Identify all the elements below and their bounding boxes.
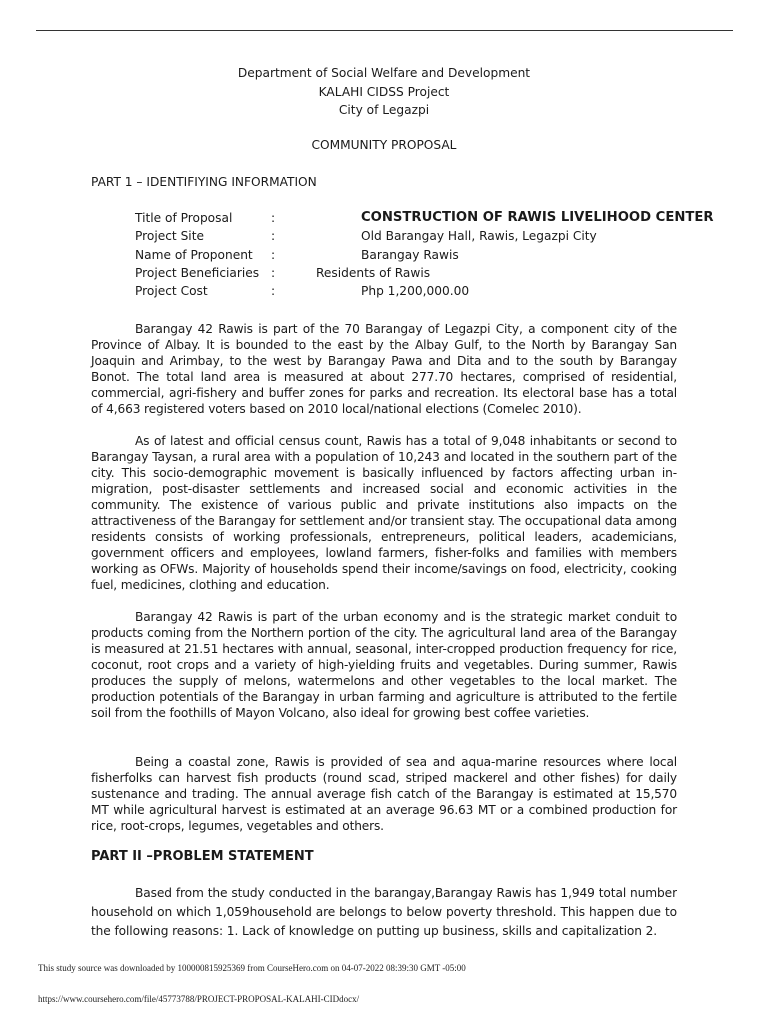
info-label: Project Cost [135,284,208,299]
info-separator: : [271,211,276,225]
paragraph-problem: Based from the study conducted in the barangay,Barangay Rawis has 1,949 total number household on which 1,059household are belongs to below poverty threshold. This happen due to the following reasons: 1. Lack of knowledge on putting up business, skills and capitalization 2. [91,886,677,938]
source-url[interactable]: https://www.coursehero.com/file/45773788/PROJECT-PROPOSAL-KALAHI-CIDdocx/ [38,994,360,1004]
download-note: This study source was downloaded by 100000815925369 from CourseHero.com on 04-07-2022 08:39:30 GMT -05:00 [38,963,466,973]
project-name: KALAHI CIDSS Project [318,84,450,99]
info-separator: : [271,247,276,262]
info-label: Project Beneficiaries [135,265,260,280]
info-label: Project Site [135,229,204,244]
top-rule [36,30,733,31]
info-value: CONSTRUCTION OF RAWIS LIVELIHOOD CENTER [361,210,714,225]
info-label: Title of Proposal [135,211,233,225]
paragraph-coastal: Being a coastal zone, Rawis is provided of sea and aqua-marine resources where local fisherfolks can harvest fish products (round scad, striped mackerel and other fishes) for daily sustenance and trading. The annual average fish catch of the Barangay is estimated at 15,570 MT while agricultural harvest is estimated at an average 96.63 MT or a combined production for rice, root-crops, legumes, vegetables and others. [91,755,677,833]
city-name: City of Legazpi [338,103,430,117]
info-separator: : [271,284,276,299]
paragraph-location: Barangay 42 Rawis is part of the 70 Barangay of Legazpi City, a component city of the Province of Albay. It is bounded to the east by the Albay Gulf, to the North by Barangay San Joaquin and Arimbay, to the west by Barangay Pawa and Dita and to the south by Barangay Bonot. The total land area is measured at about 277.70 hectares, comprised of residential, commercial, agri-fishery and buffer zones for parks and recreation. Its electoral base has a total of 4,663 registered voters based on 2010 local/national elections (Comelec 2010). [91,322,677,416]
info-separator: : [271,265,276,280]
info-value: Residents of Rawis [316,265,431,280]
paragraph-economy: Barangay 42 Rawis is part of the urban economy and is the strategic market conduit to products coming from the Northern portion of the city. The agricultural land area of the Barangay is measured at 21.51 hectares with annual, seasonal, inter-cropped production frequency for rice, coconut, root crops and a variety of high-yielding fruits and vegetables. During summer, Rawis produces the supply of melons, watermelons and other vegetables to the local market. The production potentials of the Barangay in urban farming and agriculture is attributed to the fertile soil from the foothills of Mayon Volcano, also ideal for growing best coffee varieties. [91,610,677,720]
part1-heading: PART 1 – IDENTIFIYING INFORMATION [91,175,317,189]
info-separator: : [271,229,276,244]
paragraph-population: As of latest and official census count, Rawis has a total of 9,048 inhabitants or second to Barangay Taysan, a rural area with a population of 10,243 and located in the southern part of the city. This socio-demographic movement is basically influenced by factors affecting urban in-migration, post-disaster settlements and increased social and economic activities in the community. The existence of various public and private institutions also impacts on the attractiveness of the Barangay for settlement and/or transient stay. The occupational data among residents consists of working professionals, entrepreneurs, political leaders, academicians, government officers and employees, lowland farmers, fisher-folks and families with members working as OFWs. Majority of households spend their income/savings on food, electricity, cooking fuel, medicines, clothing and education. [91,434,677,592]
info-value: Barangay Rawis [361,247,459,262]
info-value: Old Barangay Hall, Rawis, Legazpi City [361,229,597,244]
part2-heading: PART II –PROBLEM STATEMENT [91,849,314,864]
document-header [0,64,768,120]
info-label: Name of Proponent [135,247,253,262]
proposal-title: COMMUNITY PROPOSAL [311,138,457,152]
info-value: Php 1,200,000.00 [361,284,470,299]
department-name: Department of Social Welfare and Development [237,66,531,80]
